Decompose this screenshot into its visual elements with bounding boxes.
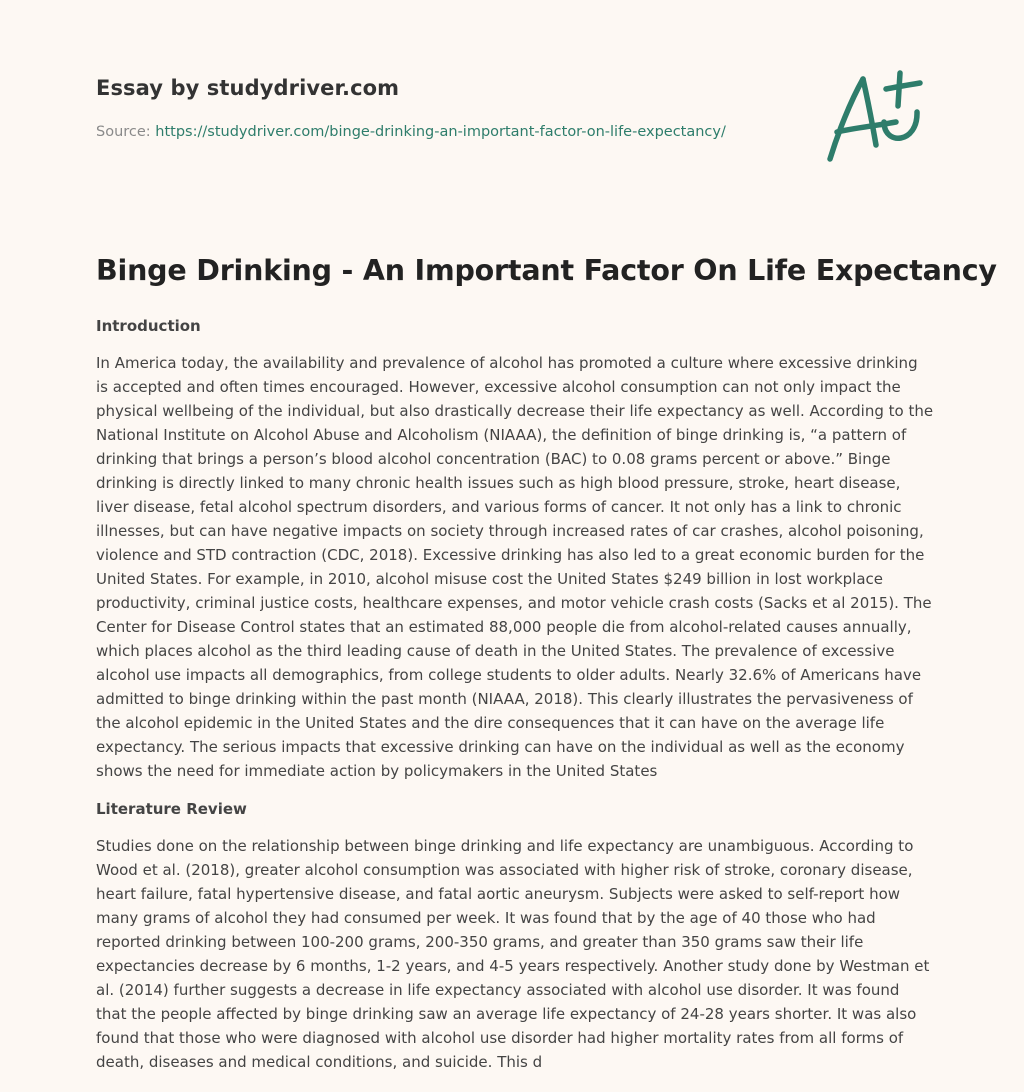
source-label: Source: [96, 124, 151, 140]
source-line [96, 124, 726, 140]
source-link[interactable]: https://studydriver.com/binge-drinking-an-important-factor-on-life-expectancy/ [155, 124, 726, 140]
essay-by-heading: Essay by studydriver.com [96, 76, 400, 100]
section-heading-literature-review: Literature Review [96, 800, 247, 818]
article-body [96, 314, 934, 1088]
page-header [96, 0, 932, 200]
essay-page [96, 0, 997, 1071]
page-title: Binge Drinking - An Important Factor On Life Expectancy [96, 254, 997, 287]
section-heading-introduction: Introduction [96, 317, 201, 335]
introduction-paragraph: In America today, the availability and prevalence of alcohol has promoted a culture where excessive drinking is accepted and often times encouraged. However, excessive alcohol consumption can not only impact the physical wellbeing of the individual, but also drastically decrease their life expectancy as well. According to the National Institute on Alcohol Abuse and Alcoholism (NIAAA), the definition of binge drinking is, “a pattern of drinking that brings a person’s blood alcohol concentration (BAC) to 0.08 grams percent or above.” Binge drinking is directly linked to many chronic health issues such as high blood pressure, stroke, heart disease, liver disease, fetal alcohol spectrum disorders, and various forms of cancer. It not only has a link to chronic illnesses, but can have negative impacts on society through increased rates of car crashes, alcohol poisoning, violence and STD contraction (CDC, 2018). Excessive drinking has also led to a great economic burden for the United States. For example, in 2010, alcohol misuse cost the United States $249 billion in lost workplace productivity, criminal justice costs, healthcare expenses, and motor vehicle crash costs (Sacks et al 2015). The Center for Disease Control states that an estimated 88,000 people die from alcohol-related causes annually, which places alcohol as the third leading cause of death in the United States. The prevalence of excessive alcohol use impacts all demographics, from college students to older adults. Nearly 32.6% of Americans have admitted to binge drinking within the past month (NIAAA, 2018). This clearly illustrates the pervasiveness of the alcohol epidemic in the United States and the dire consequences that it can have on the average life expectancy. The serious impacts that excessive drinking can have on the individual as well as the economy shows the need for immediate action by policymakers in the United States [96, 354, 934, 780]
literature-review-paragraph: Studies done on the relationship between binge drinking and life expectancy are unambiguous. According to Wood et al. (2018), greater alcohol consumption was associated with higher risk of stroke, coronary disease, heart failure, fatal hypertensive disease, and fatal aortic aneurysm. Subjects were asked to self-report how many grams of alcohol they had consumed per week. It was found that by the age of 40 those who had reported drinking between 100-200 grams, 200-350 grams, and greater than 350 grams saw their life expectancies decrease by 6 months, 1-2 years, and 4-5 years respectively. Another study done by Westman et al. (2014) further suggests a decrease in life expectancy associated with alcohol use disorder. It was found that the people affected by binge drinking saw an average life expectancy of 24-28 years shorter. It was also found that those who were diagnosed with alcohol use disorder had higher mortality rates from all forms of death, diseases and medical conditions, and suicide. This d [96, 837, 930, 1071]
a-plus-logo-icon [824, 68, 924, 164]
